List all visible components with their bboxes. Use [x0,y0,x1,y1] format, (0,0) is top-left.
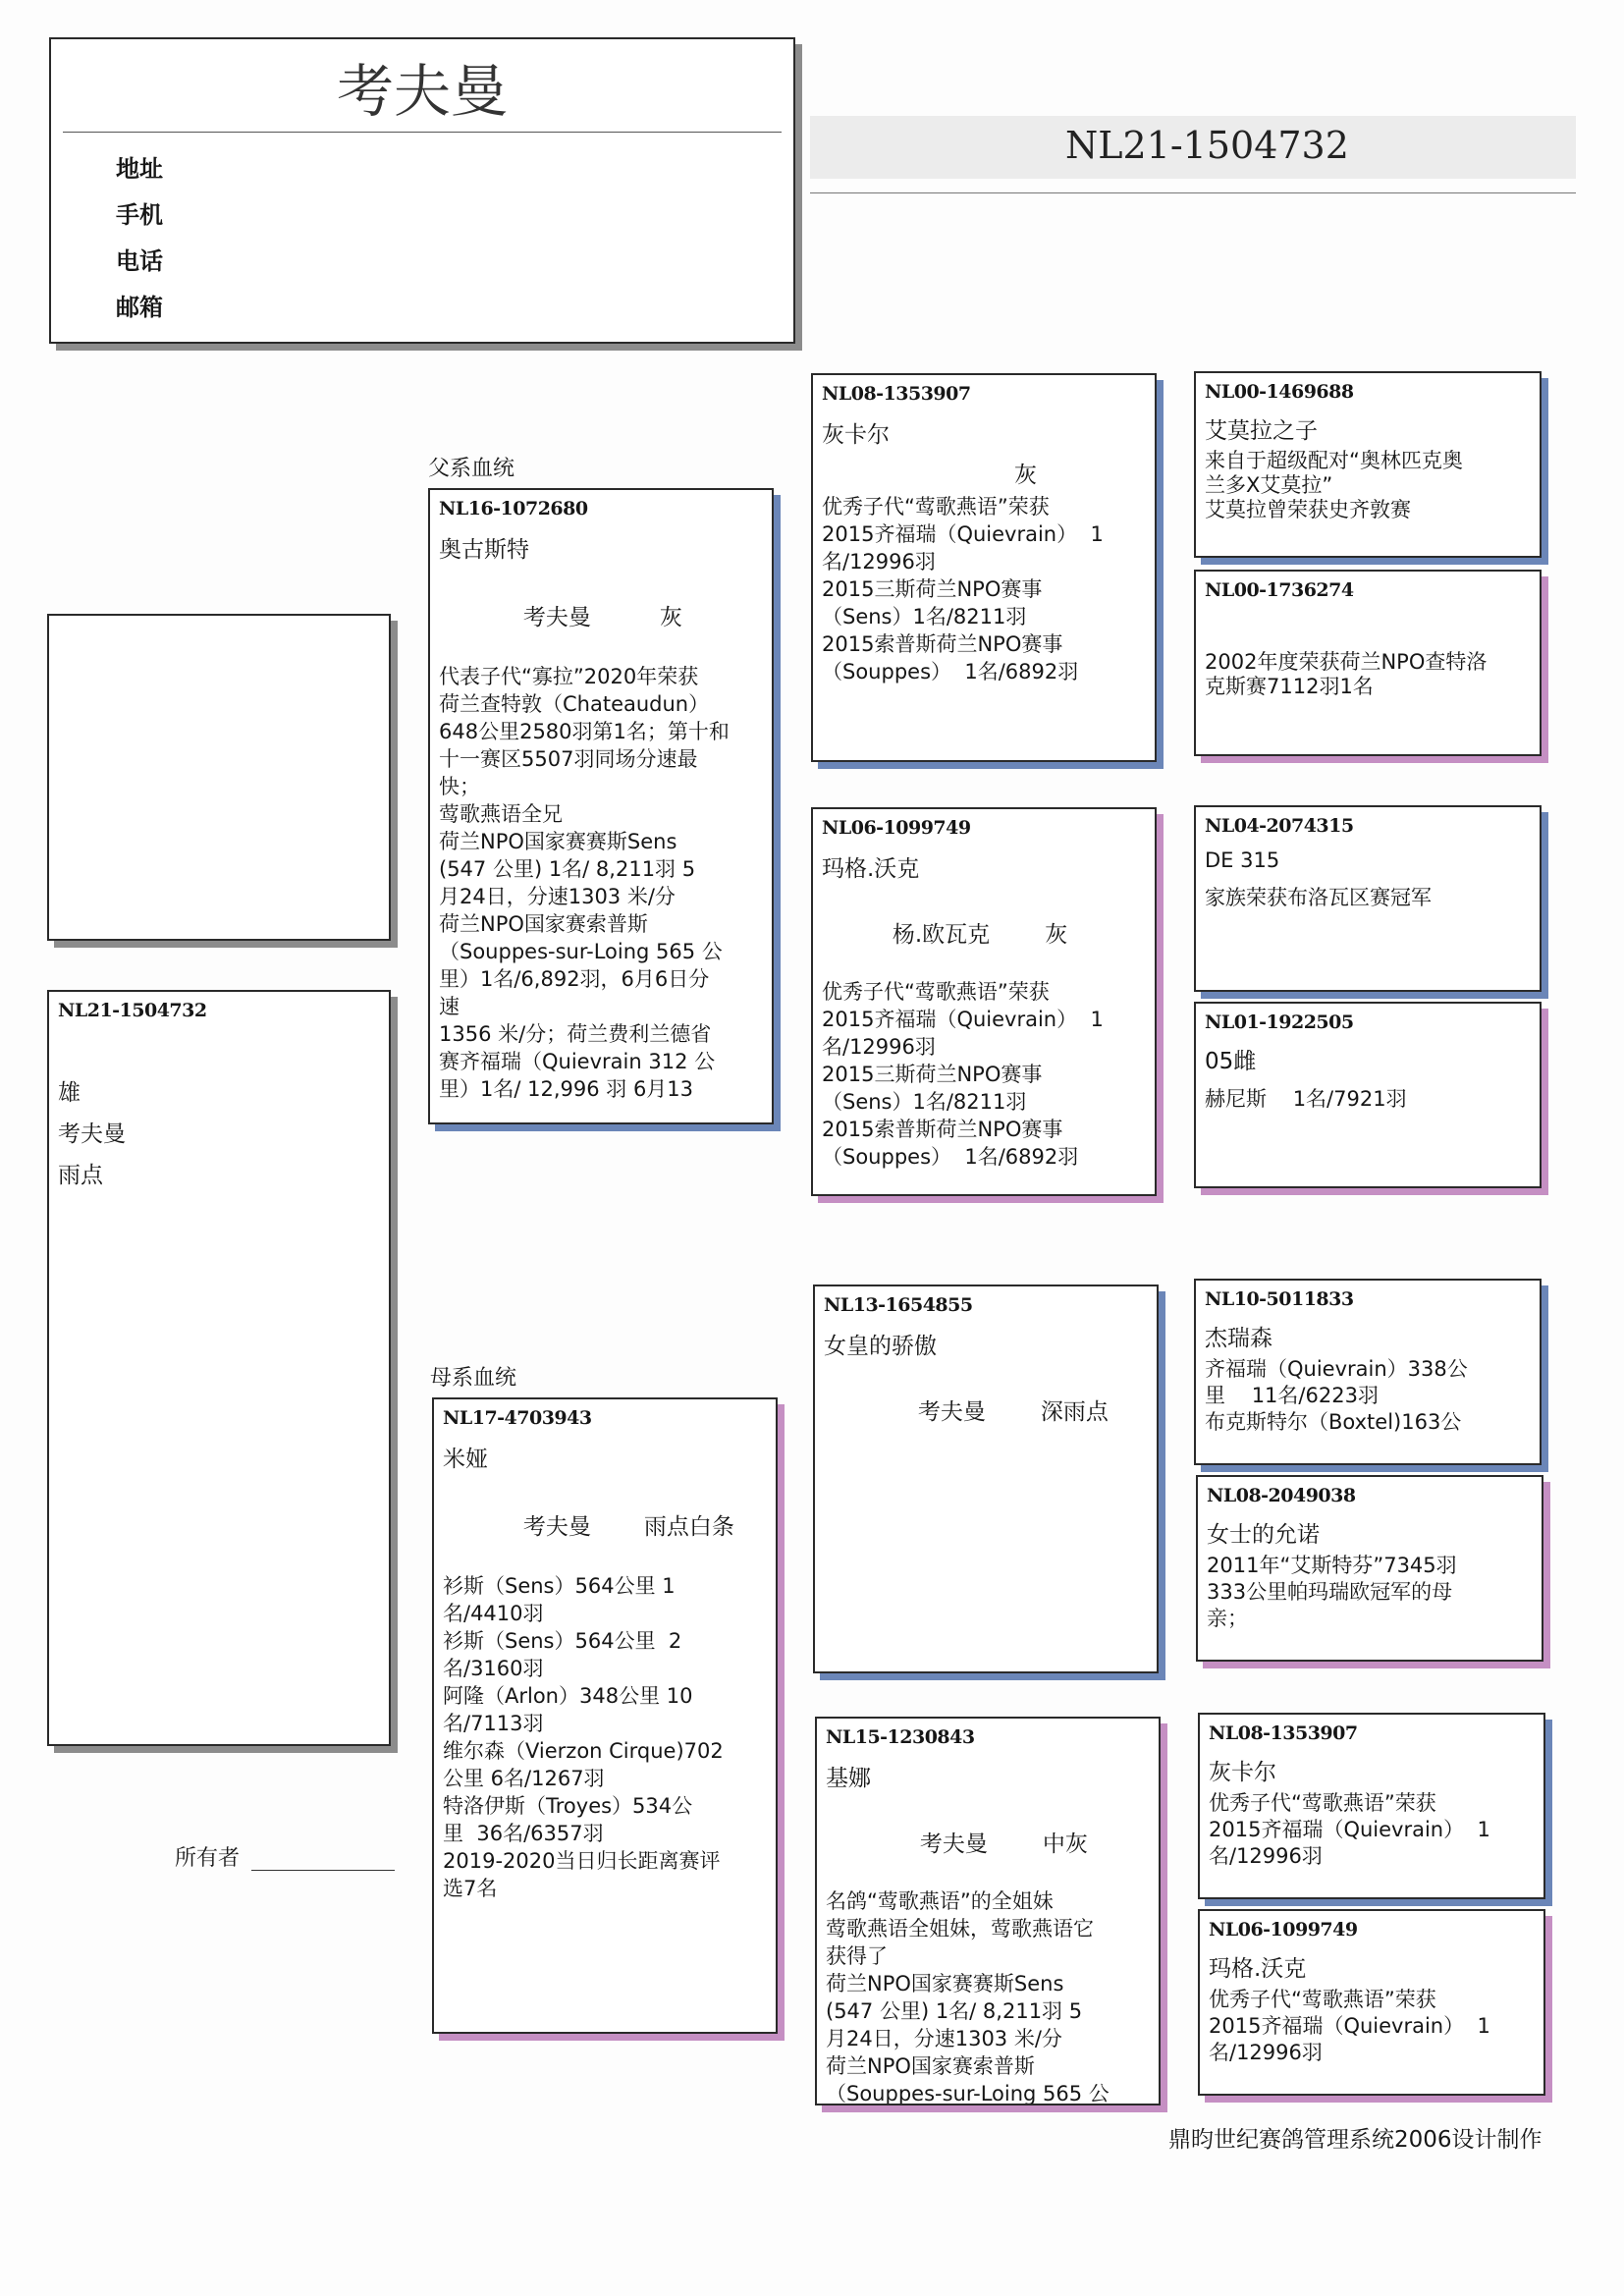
note-line: （Sens）1名/8211羽 [822,605,1027,629]
sire-ring: NL16-1072680 [439,498,588,519]
address-label: 地址 [116,155,163,183]
ddd-notes [1209,1987,1535,2066]
note-line: 维尔森（Vierzon Cirque)702 [443,1739,724,1763]
sire-color: 灰 [659,605,682,630]
note-line: 克斯赛7112羽1名 [1205,675,1374,698]
dsd-ring: NL08-2049038 [1207,1485,1356,1506]
subject-color: 雨点 [58,1163,103,1188]
note-line: 优秀子代“莺歌燕语”荣获 [822,980,1050,1004]
sss-ring: NL00-1469688 [1205,381,1354,403]
ssd-notes [1205,650,1531,699]
sds-box [1194,805,1542,992]
ssd-ring: NL00-1736274 [1205,579,1354,601]
sire-name: 奥古斯特 [439,537,529,563]
email-label: 邮箱 [116,294,163,321]
phone-label: 电话 [116,247,163,275]
note-line: （Souppes-sur-Loing 565 公 [439,940,723,963]
subject-ring: NL21-1504732 [58,1000,207,1021]
dss-box [1194,1279,1542,1465]
note-line: 代表子代“寡拉”2020年荣获 [439,665,699,688]
note-line: （Souppes） 1名/6892羽 [822,1145,1079,1169]
note-line: 衫斯（Sens）564公里 1 [443,1574,676,1598]
header-divider [63,132,782,133]
subject-strain: 考夫曼 [58,1121,126,1147]
note-line: 2019-2020当日归长距离赛评 [443,1849,721,1873]
dam-dam-name: 基娜 [826,1766,871,1791]
sdd-name: 05雌 [1205,1049,1257,1074]
sire-sire-color: 灰 [1014,463,1037,488]
sdd-notes [1205,1085,1531,1113]
dam-sire-name: 女皇的骄傲 [824,1334,937,1359]
dsd-name: 女士的允诺 [1207,1522,1320,1548]
dam-dam-box [815,1717,1161,2105]
note-line: 兰多X艾莫拉” [1205,473,1333,497]
note-line: 莺歌燕语全兄 [439,802,563,826]
sire-notes [439,663,763,1103]
dss-name: 杰瑞森 [1205,1326,1272,1351]
dam-strain: 考夫曼 [522,1514,591,1540]
note-line: (547 公里) 1名/ 8,211羽 5 [439,857,696,881]
note-line: 648公里2580羽第1名；第十和 [439,720,730,743]
note-line: 齐福瑞（Quievrain）338公 [1205,1357,1468,1381]
note-line: 2015齐福瑞（Quievrain） 1 [1209,2014,1490,2038]
dam-sire-ring: NL13-1654855 [824,1294,973,1316]
note-line: 莺歌燕语全姐妹，莺歌燕语它 [826,1917,1094,1941]
sire-dam-name: 玛格.沃克 [822,856,920,882]
note-line: 名/12996羽 [1209,1844,1323,1868]
sire-dam-strain-color [822,891,1146,974]
header-ring-number: NL21-1504732 [1065,124,1349,167]
note-line: 赛齐福瑞（Quievrain 312 公 [439,1050,716,1073]
ddd-name: 玛格.沃克 [1209,1956,1307,1982]
dds-name: 灰卡尔 [1209,1760,1276,1785]
subject-box [47,990,391,1746]
sdd-ring: NL01-1922505 [1205,1011,1354,1033]
note-line: 荷兰查特敦（Chateaudun） [439,692,710,716]
note-line: 家族荣获布洛瓦区赛冠军 [1205,886,1432,909]
sdd-box [1194,1002,1542,1188]
owner-name: 考夫曼 [336,58,508,125]
subject-sex: 雄 [58,1080,81,1106]
note-line: 衫斯（Sens）564公里 2 [443,1629,682,1653]
note-line: 赫尼斯 1名/7921羽 [1205,1087,1407,1111]
note-line: 获得了 [826,1944,888,1968]
note-line: 2015齐福瑞（Quievrain） 1 [822,1008,1104,1031]
dds-box [1198,1713,1545,1899]
sds-notes [1205,884,1531,911]
note-line: 2015齐福瑞（Quievrain） 1 [822,522,1104,546]
note-line: （Sens）1名/8211羽 [822,1090,1027,1114]
dam-dam-color: 中灰 [1042,1831,1088,1857]
dam-sire-strain-color [824,1368,1148,1451]
dam-notes [443,1572,767,1902]
note-line: 优秀子代“莺歌燕语”荣获 [822,495,1050,519]
note-line: 名/4410羽 [443,1602,544,1625]
dam-dam-strain: 考夫曼 [919,1831,988,1857]
dam-sire-color: 深雨点 [1040,1399,1109,1425]
note-line: 艾莫拉曾荣获史齐敦赛 [1205,498,1411,521]
note-line: 月24日，分速1303 米/分 [826,2027,1062,2050]
sire-box [428,488,774,1124]
dsd-notes [1207,1553,1533,1632]
sds-name: DE 315 [1205,848,1280,872]
dam-dam-notes [826,1887,1150,2105]
dsd-box [1196,1475,1543,1662]
note-line: 名/3160羽 [443,1657,544,1680]
note-line: 2015三斯荷兰NPO赛事 [822,577,1043,601]
note-line: 荷兰NPO国家赛索普斯 [826,2054,1035,2078]
note-line: 里）1名/ 12,996 羽 6月13 [439,1077,694,1101]
note-line: 名/7113羽 [443,1712,544,1735]
note-line: 公里 6名/1267羽 [443,1767,605,1790]
ssd-box [1194,570,1542,756]
note-line: （Souppes-sur-Loing 565 公 [826,2082,1110,2105]
note-line: 2015索普斯荷兰NPO赛事 [822,632,1063,656]
note-line: 阿隆（Arlon）348公里 10 [443,1684,693,1708]
note-line: 布克斯特尔（Boxtel)163公 [1205,1410,1462,1434]
dam-name: 米娅 [443,1447,488,1472]
dss-ring: NL10-5011833 [1205,1288,1354,1310]
ddd-ring: NL06-1099749 [1209,1919,1358,1941]
sire-dam-color: 灰 [1045,922,1068,948]
note-line: 优秀子代“莺歌燕语”荣获 [1209,1791,1436,1815]
sire-dam-strain: 杨.欧瓦克 [892,922,991,948]
sire-dam-box [811,807,1157,1196]
photo-box [47,614,391,941]
note-line: 里）1名/6,892羽，6月6日分 [439,967,710,991]
banner-underline [810,192,1576,193]
mobile-label: 手机 [116,201,163,229]
dam-box [432,1397,778,2034]
dam-strain-color [443,1483,767,1566]
dam-sire-box [813,1285,1159,1673]
sds-ring: NL04-2074315 [1205,815,1354,837]
dam-section-label: 母系血统 [430,1366,517,1391]
note-line: 十一赛区5507羽同场分速最 [439,747,698,771]
note-line: 月24日，分速1303 米/分 [439,885,676,908]
note-line: 特洛伊斯（Troyes）534公 [443,1794,693,1818]
note-line: (547 公里) 1名/ 8,211羽 5 [826,1999,1083,2023]
note-line: 来自于超级配对“奥林匹克奥 [1205,449,1463,472]
header-info-box [49,37,795,344]
note-line: 2015三斯荷兰NPO赛事 [822,1063,1043,1086]
note-line: 选7名 [443,1877,498,1900]
sire-dam-ring: NL06-1099749 [822,817,971,839]
sire-sire-notes [822,493,1146,685]
sss-notes [1205,449,1531,522]
owner-label: 所有者 [175,1846,241,1871]
note-line: 荷兰NPO国家赛赛斯Sens [826,1972,1064,1995]
note-line: 荷兰NPO国家赛赛斯Sens [439,830,677,853]
dds-notes [1209,1790,1535,1870]
note-line: 2015索普斯荷兰NPO赛事 [822,1118,1063,1141]
note-line: 荷兰NPO国家赛索普斯 [439,912,648,936]
note-line: 里 11名/6223羽 [1205,1384,1379,1407]
note-line: 名/12996羽 [1209,2041,1323,2064]
sire-sire-name: 灰卡尔 [822,422,890,448]
sss-box [1194,371,1542,558]
note-line: 名/12996羽 [822,550,936,574]
note-line: 2015齐福瑞（Quievrain） 1 [1209,1818,1490,1841]
sire-sire-box [811,373,1157,762]
note-line: 快； [439,775,480,798]
contact-labels [116,149,163,334]
note-line: 1356 米/分；荷兰费利兰德省 [439,1022,712,1046]
dam-dam-ring: NL15-1230843 [826,1726,975,1748]
note-line: 名鸽“莺歌燕语”的全姐妹 [826,1889,1054,1913]
dds-ring: NL08-1353907 [1209,1722,1358,1744]
dam-color: 雨点白条 [643,1514,734,1540]
footer-credit: 鼎昀世纪赛鸽管理系统2006设计制作 [1168,2127,1543,2153]
note-line: 速 [439,995,460,1018]
note-line: 优秀子代“莺歌燕语”荣获 [1209,1988,1436,2011]
note-line: 2002年度荣获荷兰NPO查特洛 [1205,650,1488,674]
sire-sire-ring: NL08-1353907 [822,383,971,405]
sire-section-label: 父系血统 [428,457,515,481]
note-line: （Souppes） 1名/6892羽 [822,660,1079,683]
sire-strain-color [439,574,763,657]
note-line: 名/12996羽 [822,1035,936,1059]
note-line: 2011年“艾斯特芬”7345羽 [1207,1554,1457,1577]
sire-strain: 考夫曼 [522,605,591,630]
sss-name: 艾莫拉之子 [1205,418,1318,444]
note-line: 333公里帕玛瑞欧冠军的母 [1207,1580,1453,1604]
owner-signature-line [251,1870,395,1871]
note-line: 亲； [1207,1607,1248,1630]
dam-ring: NL17-4703943 [443,1407,592,1429]
note-line: 里 36名/6357羽 [443,1822,604,1845]
sire-dam-notes [822,978,1146,1171]
ddd-box [1198,1909,1545,2096]
dam-sire-strain: 考夫曼 [917,1399,986,1425]
dam-dam-strain-color [826,1800,1150,1884]
dss-notes [1205,1356,1531,1436]
